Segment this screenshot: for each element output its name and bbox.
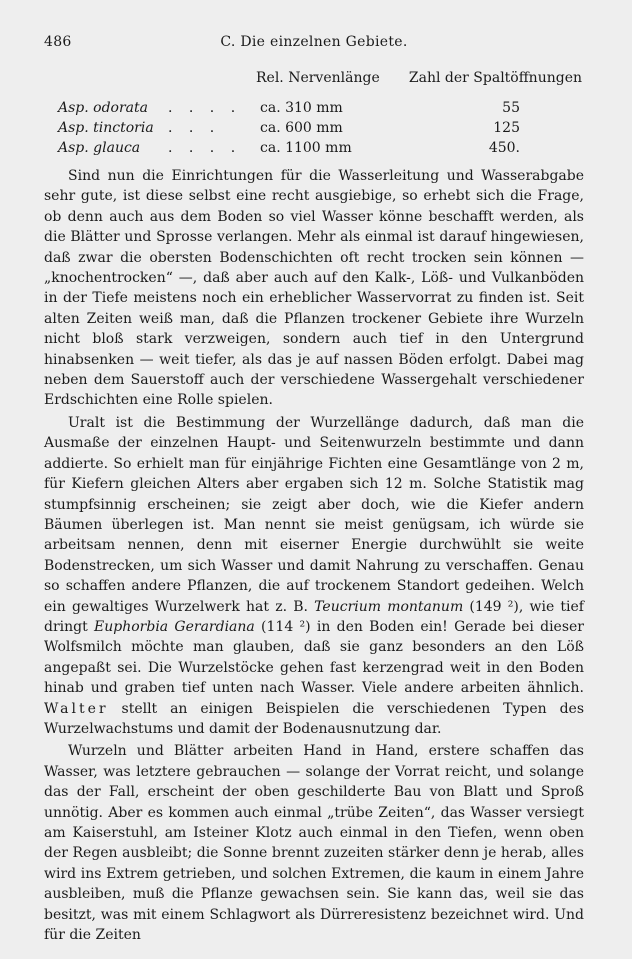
table-row	[44, 100, 584, 120]
nerve-length: ca. 1100 mm	[260, 140, 352, 156]
leader-dots: . . . .	[168, 140, 242, 156]
page-number: 486	[44, 34, 72, 50]
author-walter: Walter	[44, 700, 109, 717]
column-header-length: Rel. Nervenlänge	[256, 70, 380, 86]
species-teucrium: Teucrium montanum	[314, 598, 464, 615]
leader-dots: . . . .	[168, 100, 242, 116]
species-euphorbia: Euphorbia Gerardiana	[94, 618, 255, 635]
paragraph-water-supply: Sind nun die Einrichtungen für die Wasserleitung und Wasserabgabe sehr gute, ist diese selbst eine recht ausgiebige, so erhebt sich die Frage, ob denn auch aus dem Boden so viel Wasser könne beschafft werden, als die Blätter und Sprosse verlangen. Mehr als einmal ist darauf hingewiesen, daß zwar die obersten Bodenschichten oft recht trocken sein können — „knochentrocken“ —, daß aber auch auf den Kalk-, Löß- und Vulkanböden in der Tiefe meistens noch ein erheblicher Wasservorrat zu finden ist. Seit alten Zeiten weiß man, daß die Pflanzen trockener Gebiete ihre Wurzeln nicht bloß stark verzweigen, sondern auch tief in den Untergrund hinabsenken — weit tiefer, als das je auf nassen Böden erfolgt. Dabei mag neben dem Sauerstoff auch der verschiedene Wassergehalt verschiedener Erdschichten eine Rolle spielen.	[44, 168, 584, 409]
running-title: C. Die einzelnen Gebiete.	[220, 34, 408, 50]
species-table	[44, 70, 584, 160]
table-header	[44, 70, 584, 100]
table-row	[44, 120, 584, 140]
stomata-count: 450.	[488, 140, 520, 156]
text-run: (114 ²) in den Boden ein! Gerade bei dieser Wolfsmilch möchte man glauben, daß sie ganz besonders an den Löß angepaßt sei. Die Wurzelstöcke gehen fast kerzengrad weit in den Boden hinab und graben tief unten nach Wasser. Viele andere arbeiten ähnlich.	[44, 618, 584, 697]
paragraph-root-length	[44, 413, 584, 740]
text-run: Uralt ist die Bestimmung der Wurzellänge dadurch, daß man die Ausmaße der einzelnen Haupt- und Seitenwurzeln bestimmte und dann addierte. So erhielt man für einjährige Fichten eine Gesamtlänge von 2 m, für Kiefern gleichen Alters aber ergaben sich 12 m. Solche Statistik mag stumpfsinnig erscheinen; sie zeigt aber doch, wie die Kiefer andern Bäumen überlegen ist. Man nennt sie meist genügsam, ich würde sie arbeitsam nennen, denn mit eiserner Energie durchwühlt sie weite Bodenstrecken, um sich Wasser und damit Nahrung zu verschaffen. Genau so schaffen andere Pflanzen, die auf trockenem Standort gedeihen. Welch ein gewaltiges Wurzelwerk hat z. B.	[44, 414, 584, 615]
nerve-length: ca. 600 mm	[260, 120, 343, 136]
leader-dots: . . .	[168, 120, 221, 136]
table-row	[44, 140, 584, 160]
text-run: stellt an einigen Beispielen die verschiedenen Typen des Wurzelwachstums und damit der Bodenausnutzung dar.	[44, 700, 584, 737]
body-text	[44, 166, 584, 945]
species-name: Asp. odorata	[58, 100, 148, 116]
stomata-count: 55	[502, 100, 520, 116]
column-header-count: Zahl der Spaltöffnungen	[408, 70, 582, 86]
stomata-count: 125	[493, 120, 520, 136]
paragraph-drought: Wurzeln und Blätter arbeiten Hand in Hand, erstere schaffen das Wasser, was letztere gebrauchen — solange der Vorrat reicht, und solange das der Fall, erscheint der oben geschilderte Bau von Blatt und Sproß unnötig. Aber es kommen auch einmal „trübe Zeiten“, das Wasser versiegt am Kaiserstuhl, am Isteiner Klotz auch einmal in den Tiefen, wenn oben der Regen ausbleibt; die Sonne brennt zuzeiten stärker denn je herab, alles wird ins Extrem getrieben, und solchen Extremen, die kaum in einem Jahre ausbleiben, muß die Pflanze gewachsen sein. Sie kann das, weil sie das besitzt, was mit einem Schlagwort als Dürreresistenz bezeichnet wird. Und für die Zeiten	[44, 743, 584, 944]
species-name: Asp. glauca	[58, 140, 141, 156]
nerve-length: ca. 310 mm	[260, 100, 343, 116]
species-name: Asp. tinctoria	[58, 120, 154, 136]
text-run: (149 ²), wie tief dringt	[44, 598, 584, 635]
